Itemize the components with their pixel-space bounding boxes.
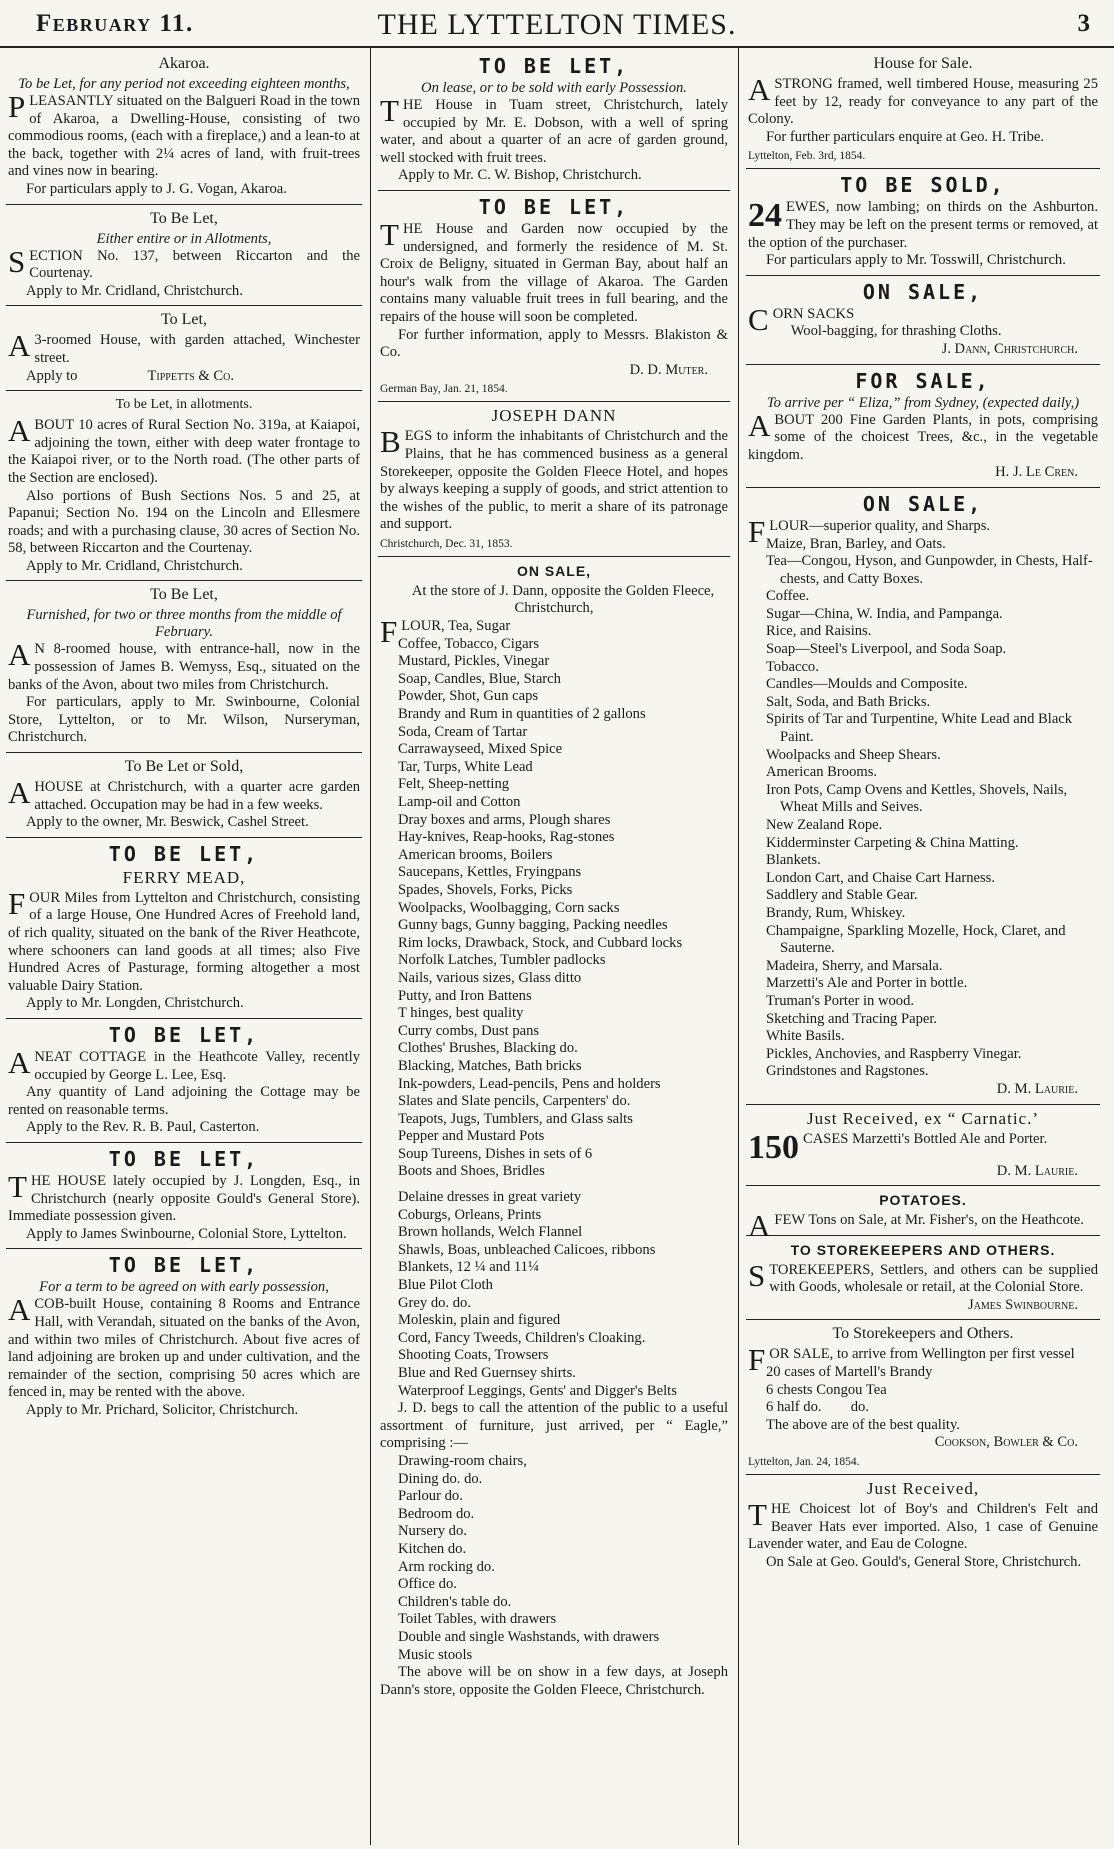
drop-cap: A — [8, 1292, 31, 1328]
ad-body-2: Wool-bagging, for thrashing Cloths. — [790, 323, 1002, 340]
list-item: Grey do. do. — [398, 1294, 471, 1311]
list-item: Felt, Sheep-netting — [398, 776, 510, 793]
ad-signature: J. Dann, Christchurch. — [941, 340, 1078, 357]
ad-body: BOUT 10 acres of Rural Section No. 319a, at Kaiapoi, adjoining the town, either with deep water frontage to the Kaiapoi river, or to the North road. (The other parts of the Section are enclosed). — [8, 417, 360, 486]
list-item: Madeira, Sherry, and Marsala. — [766, 957, 943, 974]
ad-heading: TO BE LET, — [108, 1253, 260, 1278]
list-item: Tar, Turps, White Lead — [398, 758, 533, 775]
ad-body: COB-built House, containing 8 Rooms and Entrance Hall, with Verandah, situated on the banks of the Avon, and within two miles of Christchurch. About five acres of land adjoining are broken up and under cultivation, and the remainder of the section, comprising 50 acres which are fenced in, may be rented with the above. — [8, 1296, 360, 1401]
drop-cap: T — [748, 1497, 767, 1533]
list-item: Tobacco. — [766, 658, 819, 675]
ad-body: CASES Marzetti's Bottled Ale and Porter. — [803, 1130, 1048, 1147]
ad-ferry-mead — [6, 838, 362, 1019]
list-item: Blue and Red Guernsey shirts. — [398, 1365, 576, 1381]
ad-storekeepers — [746, 1236, 1100, 1321]
list-item: Tea—Congou, Hyson, and Gunpowder, in Chests, Half-chests, and Catty Boxes. — [766, 553, 1093, 587]
drop-cap: B — [380, 424, 401, 460]
furniture-list — [380, 1453, 728, 1664]
list-item: Spades, Shovels, Forks, Picks — [398, 881, 573, 898]
ad-carnatic — [746, 1105, 1100, 1187]
ad-heading: TO BE LET, — [108, 1022, 260, 1047]
ad-contact: Apply to Mr. Cridland, Christchurch. — [26, 282, 243, 299]
drop-cap: A — [8, 775, 31, 811]
ad-body: EWES, now lambing; on thirds on the Ashburton. They may be left on the present terms or removed, at the option of the purchaser. — [748, 199, 1098, 251]
list-item: Norfolk Latches, Tumbler padlocks — [398, 952, 606, 969]
ad-subheading: To be Let, for any period not exceeding eighteen months, — [18, 76, 350, 92]
list-item: Truman's Porter in wood. — [766, 992, 915, 1009]
list-item: Blacking, Matches, Bath bricks — [398, 1057, 582, 1074]
list-item: Kidderminster Carpeting & China Matting. — [766, 834, 1019, 851]
drop-cap: A — [8, 413, 31, 449]
list-item: Brown hollands, Welch Flannel — [398, 1224, 583, 1241]
ad-heading: House for Sale. — [873, 55, 973, 72]
list-item: Dining do. do. — [398, 1470, 483, 1487]
ad-heading: To Let, — [161, 311, 207, 329]
ad-body: BOUT 200 Fine Garden Plants, in pots, comprising some of the choicest Trees, &c., in the vegetable kingdom. — [748, 411, 1098, 463]
list-item: Saucepans, Kettles, Fryingpans — [398, 864, 582, 881]
ad-contact: Apply to the Rev. R. B. Paul, Casterton. — [26, 1119, 260, 1136]
list-item: Gunny bags, Gunny bagging, Packing needles — [398, 917, 668, 934]
drop-cap: 24 — [748, 197, 782, 235]
list-item: Boots and Shoes, Bridles — [398, 1163, 545, 1180]
ad-heading: To Storekeepers and Others. — [832, 1325, 1014, 1343]
list-item: Children's table do. — [398, 1593, 512, 1610]
ad-body: NEAT COTTAGE in the Heathcote Valley, recently occupied by George L. Lee, Esq. — [34, 1048, 360, 1083]
list-item: Blankets, 12 ¼ and 11¼ — [398, 1259, 539, 1276]
drop-cap: A — [8, 637, 31, 673]
ad-dateline: German Bay, Jan. 21, 1854. — [380, 383, 508, 396]
list-item: Soup Tureens, Dishes in sets of 6 — [398, 1145, 593, 1162]
ad-signature: Cookson, Bowler & Co. — [934, 1434, 1078, 1451]
ad-contact: For particulars apply to J. G. Vogan, Akaroa. — [26, 180, 287, 197]
ad-subheading: On lease, or to be sold with early Possession. — [421, 80, 687, 96]
ad-hats — [746, 1475, 1100, 1576]
list-item: Brandy and Rum in quantities of 2 gallons — [398, 706, 646, 723]
ad-heading: TO BE LET, — [108, 841, 260, 866]
list-item: Powder, Shot, Gun caps — [398, 688, 539, 705]
ad-contact: Apply to the owner, Mr. Beswick, Cashel Street. — [26, 814, 309, 831]
ad-body: HE Choicest lot of Boy's and Children's Felt and Beaver Hats ever imported. Also, 1 case of Genuine Lavender water, and Eau de Cologne. — [748, 1501, 1098, 1553]
ad-body: N 8-roomed house, with entrance-hall, now in the possession of James B. Wemyss, Esq., situated on the banks of the Avon, about two miles from Christchurch. — [8, 641, 360, 693]
list-item: Cord, Fancy Tweeds, Children's Cloaking. — [398, 1329, 646, 1346]
list-item: Nursery do. — [398, 1523, 467, 1540]
list-item: 6 chests Congou Tea — [766, 1381, 887, 1398]
list-item: Pickles, Anchovies, and Raspberry Vinegar. — [766, 1045, 1022, 1062]
drop-cap: T — [380, 216, 399, 252]
list-item: Nails, various sizes, Glass ditto — [398, 969, 582, 986]
list-item: Coffee, Tobacco, Cigars — [398, 635, 540, 652]
ad-contact: Apply to Mr. Longden, Christchurch. — [26, 995, 244, 1012]
ad-first-item: LOUR, Tea, Sugar — [401, 618, 511, 635]
ad-body: OUR Miles from Lyttelton and Christchurch, consisting of a large House, One Hundred Acres of Freehold land, of rich quality, situated on the bank of the River Heathcote, where schooners can land goods at all times; also Five Hundred Acres of Pasturage, forming altogether a most valuable Dairy Station. — [8, 889, 360, 994]
ad-contact: Apply to James Swinbourne, Colonial Store, Lyttelton. — [26, 1225, 347, 1242]
drop-cap: F — [748, 1342, 766, 1378]
ad-contact: Apply to Mr. C. W. Bishop, Christchurch. — [398, 167, 642, 184]
ad-agent: Tippetts & Co. — [147, 367, 234, 384]
ad-body: 3-roomed House, with garden attached, Winchester street. — [34, 332, 360, 366]
list-item: Kitchen do. — [398, 1540, 467, 1557]
list-item: Soap, Candles, Blue, Starch — [398, 670, 561, 687]
ad-heading: ON SALE, — [862, 279, 984, 304]
ad-section-137 — [6, 205, 362, 307]
ad-body: FEW Tons on Sale, at Mr. Fisher's, on the Heathcote. — [774, 1212, 1084, 1229]
drop-cap: A — [8, 1044, 31, 1080]
ad-heading: Just Received, ex “ Carnatic.’ — [806, 1108, 1040, 1128]
list-item: Lamp-oil and Cotton — [398, 794, 521, 810]
list-item: Soap—Steel's Liverpool, and Soda Soap. — [766, 641, 1007, 658]
list-item: Clothes' Brushes, Blacking do. — [398, 1040, 578, 1057]
list-item: Bedroom do. — [398, 1505, 475, 1522]
list-item: Brandy, Rum, Whiskey. — [766, 904, 906, 921]
ad-heading: TO STOREKEEPERS AND OTHERS. — [790, 1241, 1056, 1258]
ad-garden-plants — [746, 365, 1100, 488]
ad-heading: TO BE LET, — [108, 1146, 260, 1171]
ad-ewes — [746, 169, 1100, 275]
ad-subheading: FERRY MEAD, — [122, 867, 246, 887]
ad-tuam-street — [378, 50, 730, 191]
list-item: Carrawayseed, Mixed Spice — [398, 741, 563, 758]
list-item: Pepper and Mustard Pots — [398, 1128, 545, 1145]
ad-heading: TO BE SOLD, — [840, 173, 1006, 198]
list-item: American brooms, Boilers — [398, 846, 553, 863]
ad-contact: On Sale at Geo. Gould's, General Store, Christchurch. — [766, 1553, 1082, 1570]
list-item: Iron Pots, Camp Ovens and Kettles, Shovels, Nails, Wheat Mills and Seives. — [766, 781, 1068, 816]
drop-cap: A — [8, 328, 31, 364]
list-item: Double and single Washstands, with drawers — [398, 1628, 660, 1645]
ad-note: The above are of the best quality. — [766, 1416, 960, 1433]
ad-body: OR SALE, to arrive from Wellington per first vessel — [769, 1346, 1075, 1363]
column-rule — [370, 48, 371, 1845]
ad-wellington — [746, 1320, 1100, 1475]
list-item: Putty, and Iron Battens — [398, 987, 532, 1004]
list-item: T hinges, best quality — [398, 1005, 524, 1022]
ad-body: EGS to inform the inhabitants of Christchurch and the Plains, that he has commenced business as a general Storekeeper, opposite the Golden Fleece Hotel, and hopes by always keeping a supply of goods, and strict attention to the wishes of the public, to merit a share of its patronage and support. — [380, 428, 728, 533]
list-item: Parlour do. — [398, 1488, 463, 1505]
list-item: Waterproof Leggings, Gents' and Digger's Belts — [398, 1382, 677, 1399]
goods-list — [748, 1364, 1098, 1417]
ad-longden-house — [6, 1143, 362, 1249]
list-item: Mustard, Pickles, Vinegar — [398, 653, 550, 670]
ad-signature: D. D. Muter. — [629, 361, 708, 378]
list-item: Soda, Cream of Tartar — [398, 723, 528, 740]
ad-cob-house — [6, 1249, 362, 1424]
ad-body: TOREKEEPERS, Settlers, and others can be supplied with Goods, wholesale or retail, at the Colonial Store. — [769, 1261, 1098, 1296]
ad-body: LEASANTLY situated on the Balgueri Road in the town of Akaroa, a Dwelling-House, consisting of two commodious rooms, (each with a fireplace,) and a lean-to at the back, together with 2¼ acres of land, with fruit-trees and vines now in bearing. — [8, 93, 360, 180]
list-item: Arm rocking do. — [398, 1558, 495, 1575]
ad-dateline: Christchurch, Dec. 31, 1853. — [380, 537, 513, 550]
ad-body: HE House and Garden now occupied by the undersigned, and formerly the residence of M. St. Croix de Beligny, situated in German Bay, about half an hour's walk from the village of Akaroa. The Garden contains many valuable fruit trees in full bearing, and the repairs of the house will soon be completed. — [380, 220, 728, 325]
goods-list — [380, 636, 728, 1181]
masthead — [0, 0, 1114, 48]
list-item: Curry combs, Dust pans — [398, 1022, 540, 1039]
page-number: 3 — [1077, 10, 1090, 37]
ad-signature: D. M. Laurie. — [996, 1080, 1078, 1097]
column-1 — [6, 50, 362, 1845]
list-item: Toilet Tables, with drawers — [398, 1611, 557, 1628]
drop-cap: S — [8, 243, 26, 279]
list-item: Teapots, Jugs, Tumblers, and Glass salts — [398, 1110, 633, 1127]
ad-intro: At the store of J. Dann, opposite the Golden Fleece, Christchurch, — [411, 582, 715, 617]
list-item: 20 cases of Martell's Brandy — [766, 1364, 933, 1381]
drop-cap: A — [748, 407, 771, 443]
list-item: Candles—Moulds and Composite. — [766, 676, 968, 693]
list-item: 6 half do. do. — [766, 1399, 869, 1416]
list-item: New Zealand Rope. — [766, 817, 883, 833]
ad-heading: TO BE LET, — [478, 194, 630, 219]
ad-heading: Akaroa. — [158, 55, 210, 72]
list-item: Coffee. — [766, 588, 810, 605]
ad-closing: The above will be on show in a few days, at Joseph Dann's store, opposite the Golden Fleece, Christchurch. — [380, 1664, 728, 1698]
list-item: Rice, and Raisins. — [766, 623, 872, 640]
list-item: Grindstones and Ragstones. — [766, 1063, 929, 1080]
list-item: Maize, Bran, Barley, and Oats. — [766, 535, 946, 552]
ad-body: ECTION No. 137, between Riccarton and the Courtenay. — [29, 247, 360, 282]
ad-heading: To Be Let or Sold, — [124, 758, 244, 776]
ad-akaroa — [6, 50, 362, 205]
drop-cap: P — [8, 89, 26, 124]
ad-heading: To Be Let, — [150, 209, 218, 227]
ad-dateline: Lyttelton, Jan. 24, 1854. — [748, 1456, 860, 1469]
ad-heading: TO BE LET, — [478, 54, 630, 78]
ad-first-item: LOUR—superior quality, and Sharps. — [769, 517, 991, 534]
ad-house-for-sale — [746, 50, 1100, 169]
ad-dateline: Lyttelton, Feb. 3rd, 1854. — [748, 150, 866, 163]
drop-cap: C — [748, 301, 769, 337]
list-item: American Brooms. — [766, 764, 878, 781]
list-item: Slates and Slate pencils, Carpenters' do. — [398, 1093, 631, 1110]
ad-winchester — [6, 306, 362, 391]
list-item: Marzetti's Ale and Porter in bottle. — [766, 975, 968, 992]
ad-furnished — [6, 581, 362, 753]
goods-list — [748, 536, 1098, 1081]
ad-body-2: Any quantity of Land adjoining the Cottage may be rented on reasonable terms. — [8, 1084, 360, 1118]
ad-german-bay — [378, 191, 730, 402]
list-item: Champaigne, Sparkling Mozelle, Hock, Claret, and Sauterne. — [766, 922, 1066, 957]
ad-signature: James Swinbourne. — [968, 1296, 1078, 1313]
drop-cap: 150 — [748, 1128, 799, 1166]
ad-subheading: Either entire or in Allotments, — [96, 230, 272, 247]
ad-body-2: Also portions of Bush Sections Nos. 5 and 25, at Papanui; Section No. 194 on the Lincoln and Ellesmere roads; and with a purchasing clause, 30 acres of Section No. 58, between Riccarton and the Courtenay. — [8, 487, 360, 557]
drop-cap: S — [748, 1257, 766, 1293]
list-item: Spirits of Tar and Turpentine, White Lead and Black Paint. — [766, 711, 1073, 746]
list-item: London Cart, and Chaise Cart Harness. — [766, 869, 995, 886]
list-item: Dray boxes and arms, Plough shares — [398, 811, 611, 828]
list-item: Shawls, Boas, unbleached Calicoes, ribbons — [398, 1241, 656, 1258]
drop-cap: A — [748, 1208, 771, 1244]
list-item: Sugar—China, W. India, and Pampanga. — [766, 605, 1003, 622]
ad-kaiapoi — [6, 391, 362, 581]
list-item: Delaine dresses in great variety — [398, 1189, 582, 1206]
ad-signature: H. J. Le Cren. — [995, 464, 1078, 481]
ad-heading: POTATOES. — [879, 1192, 967, 1209]
ad-let-or-sold — [6, 753, 362, 838]
list-item: Ink-powders, Lead-pencils, Pens and holders — [398, 1075, 661, 1092]
column-2 — [378, 50, 730, 1845]
ad-body: HE HOUSE lately occupied by J. Longden, Esq., in Christchurch (nearly opposite Gould's General Store). Immediate possession given. — [8, 1172, 360, 1225]
ad-heading: ON SALE, — [862, 491, 984, 516]
list-item: Blankets. — [766, 852, 821, 869]
newspaper-title: THE LYTTELTON TIMES. — [377, 8, 737, 41]
ad-heading: FOR SALE, — [855, 368, 991, 393]
list-item: Salt, Soda, and Bath Bricks. — [766, 693, 931, 710]
ad-subheading: For a term to be agreed on with early possession, — [39, 1279, 329, 1296]
ad-body: ORN SACKS — [772, 305, 855, 322]
list-item: Shooting Coats, Trowsers — [398, 1347, 549, 1364]
ad-contact: For particulars, apply to Mr. Swinbourne, Colonial Store, Lyttelton, or to Mr. Wilson, Nurseryman, Christchurch. — [8, 694, 360, 746]
ad-body: HE House in Tuam street, Christchurch, lately occupied by Mr. E. Dobson, with a well of spring water, and about a quarter of an acre of garden ground, well stocked with fruit trees. — [380, 97, 728, 166]
list-item: Music stools — [398, 1646, 473, 1663]
list-item: Woolpacks, Woolbagging, Corn sacks — [398, 899, 620, 916]
list-item: Office do. — [398, 1576, 457, 1593]
list-item: Moleskin, plain and figured — [398, 1312, 561, 1329]
ad-corn-sacks — [746, 276, 1100, 365]
ad-heading: Just Received, — [866, 1479, 980, 1499]
furniture-intro: J. D. begs to call the attention of the public to a useful assortment of furniture, just arrived, per “ Eagle,” comprising :— — [380, 1400, 728, 1452]
ad-dann-on-sale — [378, 557, 730, 1704]
drop-cap: T — [8, 1168, 27, 1204]
drop-cap: A — [748, 72, 771, 107]
ad-joseph-dann — [378, 402, 730, 557]
ad-heading: JOSEPH DANN — [491, 406, 617, 426]
ad-cottage — [6, 1019, 362, 1143]
ad-contact: For further particulars enquire at Geo. H. Tribe. — [766, 128, 1045, 145]
ad-subheading: Furnished, for two or three months from the middle of February. — [26, 607, 342, 641]
ad-apply: Apply to — [26, 367, 78, 384]
ad-potatoes — [746, 1186, 1100, 1244]
ad-body: STRONG framed, well timbered House, measuring 25 feet by 12, ready for conveyance to any part of the Colony. — [748, 76, 1098, 128]
list-item: Woolpacks and Sheep Shears. — [766, 746, 941, 763]
ad-contact: For further information, apply to Messrs. Blakiston & Co. — [380, 326, 728, 361]
list-item: Hay-knives, Reap-hooks, Rag-stones — [398, 829, 615, 846]
list-item: Coburgs, Orleans, Prints — [398, 1206, 542, 1223]
list-item: Saddlery and Stable Gear. — [766, 887, 918, 904]
drapery-list — [380, 1189, 728, 1400]
drop-cap: F — [380, 614, 398, 650]
ad-contact: For particulars apply to Mr. Tosswill, Christchurch. — [766, 252, 1066, 269]
ad-signature: D. M. Laurie. — [996, 1162, 1078, 1179]
ad-subheading: To arrive per “ Eliza,” from Sydney, (expected daily,) — [766, 394, 1080, 411]
list-item: Blue Pilot Cloth — [398, 1277, 493, 1294]
issue-date: February 11. — [36, 10, 194, 37]
ad-laurie-on-sale — [746, 488, 1100, 1105]
ad-heading: To Be Let, — [150, 586, 218, 604]
list-item: Sketching and Tracing Paper. — [766, 1010, 938, 1027]
list-item: Drawing-room chairs, — [398, 1452, 527, 1469]
column-rule — [738, 48, 739, 1845]
ad-contact: Apply to Mr. Prichard, Solicitor, Christchurch. — [26, 1401, 299, 1418]
list-item: Rim locks, Drawback, Stock, and Cubbard locks — [398, 934, 683, 951]
ad-heading: To be Let, in allotments. — [115, 397, 253, 413]
ad-heading: ON SALE, — [516, 562, 592, 579]
drop-cap: T — [380, 93, 399, 128]
ad-body: HOUSE at Christchurch, with a quarter acre garden attached. Occupation may be had in a few weeks. — [34, 779, 360, 813]
ad-contact: Apply to Mr. Cridland, Christchurch. — [26, 557, 243, 574]
list-item: White Basils. — [766, 1028, 845, 1045]
drop-cap: F — [8, 885, 26, 921]
drop-cap: F — [748, 513, 766, 549]
column-3 — [746, 50, 1100, 1845]
